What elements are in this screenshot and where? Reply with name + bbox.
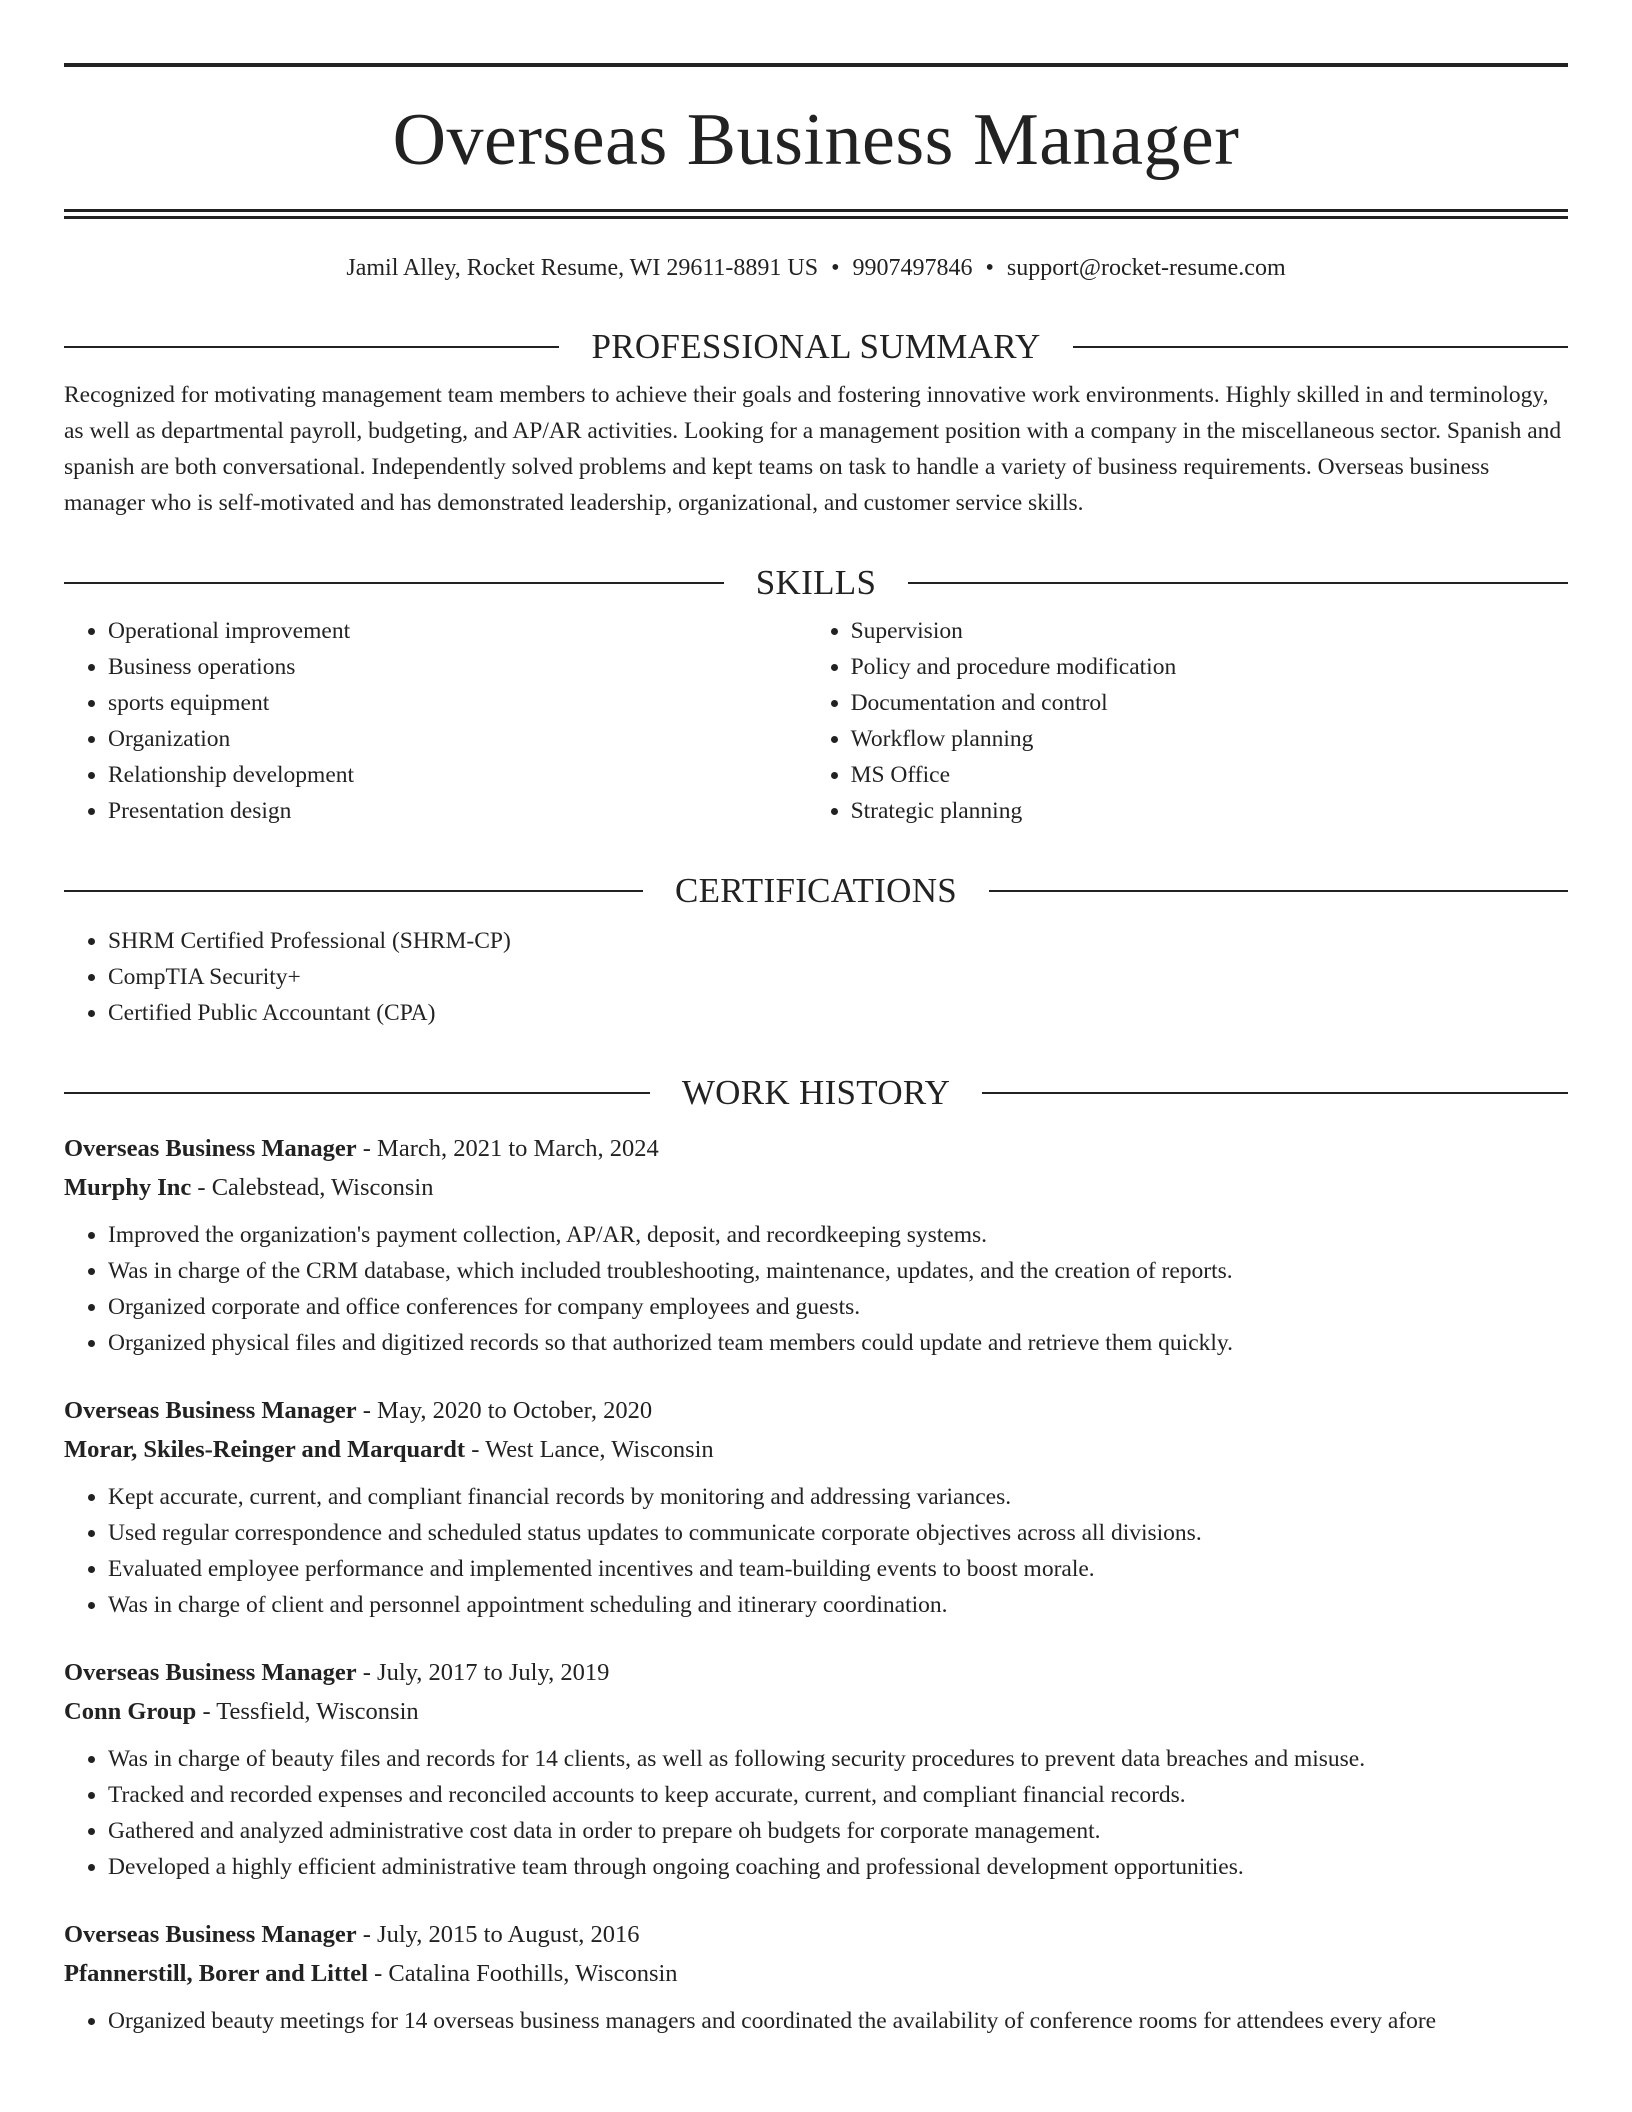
job-location: Tessfield, Wisconsin [216,1698,419,1725]
certification-item: • Certified Public Accountant (CPA) [108,995,1568,1031]
job-location: Catalina Foothills, Wisconsin [388,1960,678,1987]
skill-item: • Workflow planning [851,721,1568,757]
job-dates: July, 2017 to July, 2019 [377,1659,610,1686]
certification-item: • SHRM Certified Professional (SHRM-CP) [108,923,1568,959]
header-line [982,1092,1568,1094]
header-line [64,1092,650,1094]
contact-separator: • [985,255,994,281]
job-company-line: Conn Group - Tessfield, Wisconsin [64,1698,419,1725]
resume-page [64,0,1568,2039]
contact-phone: 9907497846 [852,255,973,281]
skill-item: • Business operations [108,649,807,685]
job-bullet: • Kept accurate, current, and compliant financial records by monitoring and addressing variances. [108,1479,1568,1515]
header-line [908,582,1568,584]
skills-columns [64,613,1568,829]
job-entry [64,1391,1568,1623]
job-dates: July, 2015 to August, 2016 [377,1921,640,1948]
job-title: Overseas Business Manager [64,1397,357,1424]
job-bullets [64,1217,1568,1361]
contact-line [64,255,1568,285]
contact-address: Jamil Alley, Rocket Resume, WI 29611-8891 US [346,255,819,281]
header-line [1073,346,1568,348]
skills-header [64,563,1568,603]
skill-item: • Organization [108,721,807,757]
skill-item: • Relationship development [108,757,807,793]
job-bullets [64,1479,1568,1623]
job-company-line: Murphy Inc - Calebstead, Wisconsin [64,1174,434,1201]
title-double-rule [64,209,1568,219]
skill-item: • Documentation and control [851,685,1568,721]
page-title: Overseas Business Manager [392,99,1240,181]
job-bullet: • Evaluated employee performance and implemented incentives and team-building events to boost morale. [108,1551,1568,1587]
job-title-line: Overseas Business Manager - March, 2021 to March, 2024 [64,1135,659,1162]
certifications-heading: CERTIFICATIONS [674,871,958,910]
skill-item: • Policy and procedure modification [851,649,1568,685]
job-bullets [64,1741,1568,1885]
job-bullet: • Was in charge of the CRM database, which included troubleshooting, maintenance, updates, and the creation of reports. [108,1253,1568,1289]
summary-heading: PROFESSIONAL SUMMARY [591,327,1041,366]
work-history-heading: WORK HISTORY [681,1073,951,1112]
header-line [64,582,724,584]
header-line [64,890,643,892]
top-rule [64,63,1568,67]
job-title-line: Overseas Business Manager - July, 2015 to August, 2016 [64,1921,640,1948]
job-dates: May, 2020 to October, 2020 [377,1397,653,1424]
certifications-header [64,871,1568,911]
job-company-line: Morar, Skiles-Reinger and Marquardt - West Lance, Wisconsin [64,1436,714,1463]
job-bullet: • Organized physical files and digitized records so that authorized team members could update and retrieve them quickly. [108,1325,1568,1361]
skill-item: • Strategic planning [851,793,1568,829]
job-bullet: • Used regular correspondence and scheduled status updates to communicate corporate objectives across all divisions. [108,1515,1568,1551]
summary-text: Recognized for motivating management team members to achieve their goals and fostering innovative work environments. Highly skilled in and terminology, as well as departmental payroll, budgeting, and AP/AR activities. Looking for a management position with a company in the miscellaneous sector. Spanish and spanish are both conversational. Independently solved problems and kept teams on task to handle a variety of business requirements. Overseas business manager who is self-motivated and has demonstrated leadership, organizational, and customer service skills. [64,382,1562,516]
header-line [989,890,1568,892]
job-entry [64,1129,1568,1361]
job-company: Murphy Inc [64,1174,192,1201]
certification-item: • CompTIA Security+ [108,959,1568,995]
skills-heading: SKILLS [755,563,877,602]
job-title-line: Overseas Business Manager - July, 2017 to July, 2019 [64,1659,610,1686]
job-company-line: Pfannerstill, Borer and Littel - Catalina Foothills, Wisconsin [64,1960,678,1987]
job-bullet: • Organized corporate and office conferences for company employees and guests. [108,1289,1568,1325]
summary-header [64,327,1568,367]
job-title: Overseas Business Manager [64,1135,357,1162]
job-bullet: • Organized beauty meetings for 14 overseas business managers and coordinated the availability of conference rooms for attendees every afore [108,2003,1568,2039]
job-location: Calebstead, Wisconsin [211,1174,434,1201]
job-bullet: • Developed a highly efficient administrative team through ongoing coaching and professional development opportunities. [108,1849,1568,1885]
skills-list-left [64,613,807,829]
skill-item: • Presentation design [108,793,807,829]
contact-separator: • [831,255,840,281]
certifications-list [64,923,1568,1031]
job-dates: March, 2021 to March, 2024 [377,1135,659,1162]
skills-list-right [807,613,1568,829]
work-history-header [64,1073,1568,1113]
job-entry [64,1653,1568,1885]
job-company: Conn Group [64,1698,197,1725]
job-location: West Lance, Wisconsin [485,1436,714,1463]
job-company: Pfannerstill, Borer and Littel [64,1960,368,1987]
header-line [64,346,559,348]
skill-item: • Supervision [851,613,1568,649]
job-title: Overseas Business Manager [64,1921,357,1948]
job-entry [64,1915,1568,2039]
job-company: Morar, Skiles-Reinger and Marquardt [64,1436,466,1463]
job-bullets [64,2003,1568,2039]
job-bullet: • Was in charge of client and personnel appointment scheduling and itinerary coordination. [108,1587,1568,1623]
job-bullet: • Gathered and analyzed administrative cost data in order to prepare oh budgets for corporate management. [108,1813,1568,1849]
contact-email: support@rocket-resume.com [1006,255,1286,281]
job-bullet: • Improved the organization's payment collection, AP/AR, deposit, and recordkeeping systems. [108,1217,1568,1253]
job-bullet: • Tracked and recorded expenses and reconciled accounts to keep accurate, current, and compliant financial records. [108,1777,1568,1813]
skill-item: • MS Office [851,757,1568,793]
job-bullet: • Was in charge of beauty files and records for 14 clients, as well as following security procedures to prevent data breaches and misuse. [108,1741,1568,1777]
skill-item: • Operational improvement [108,613,807,649]
skill-item: • sports equipment [108,685,807,721]
job-title-line: Overseas Business Manager - May, 2020 to October, 2020 [64,1397,653,1424]
job-title: Overseas Business Manager [64,1659,357,1686]
